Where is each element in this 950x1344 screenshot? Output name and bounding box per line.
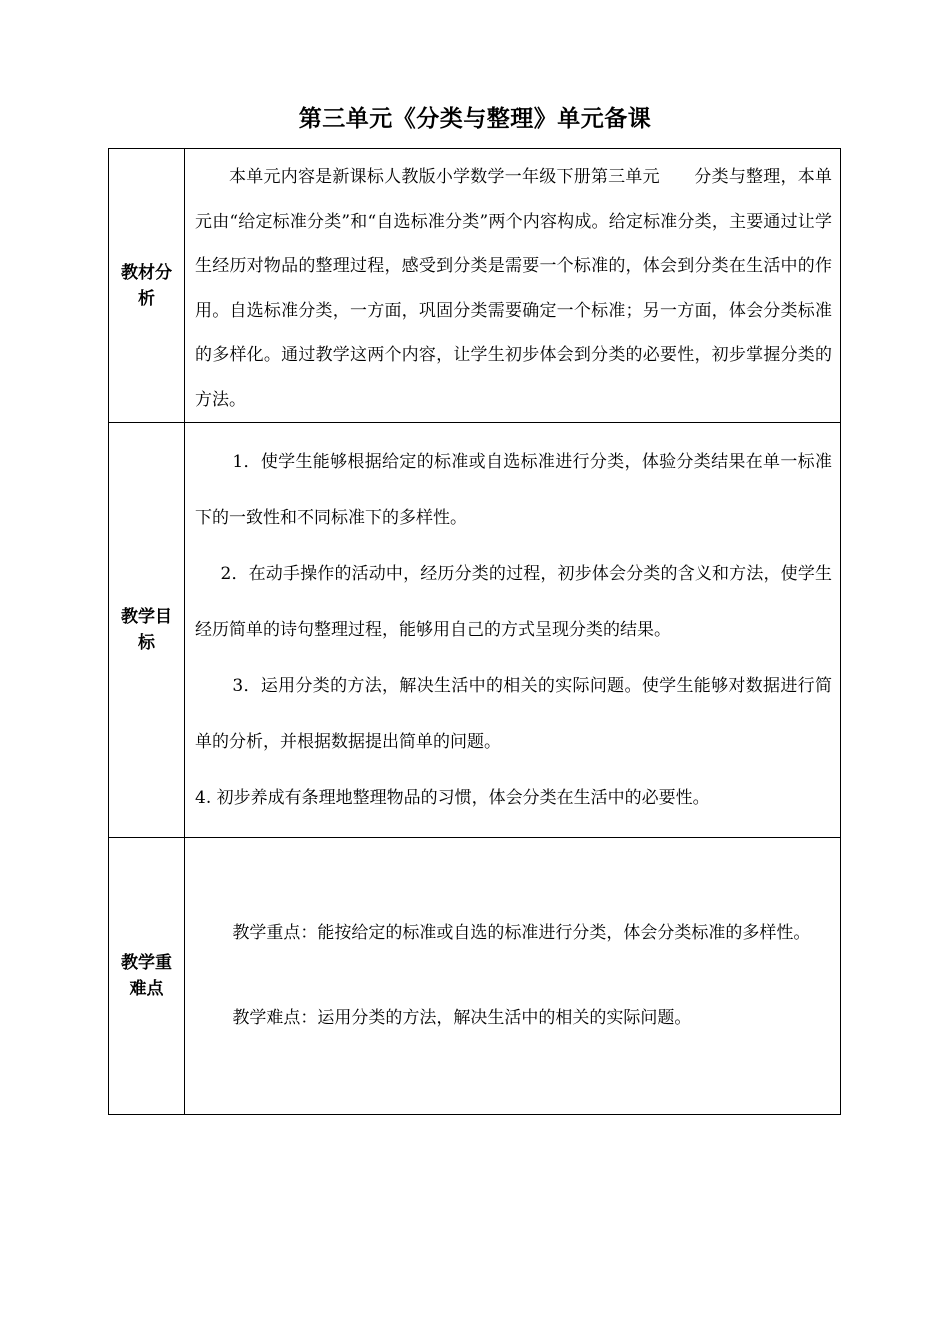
goal-item: 2．在动手操作的活动中，经历分类的过程，初步体会分类的含义和方法，使学生经历简单的诗句整理过程，能够用自己的方式呈现分类的结果。 [195, 564, 832, 640]
row-label-text: 教学目标 [121, 607, 172, 653]
table-row-keypoints [109, 838, 841, 1115]
teaching-focus-text: 教学重点：能按给定的标准或自选的标准进行分类，体会分类标准的多样性。 [232, 923, 811, 943]
goal-item: 4. 初步养成有条理地整理物品的习惯，体会分类在生活中的必要性。 [195, 788, 710, 808]
goal-item: 3．运用分类的方法，解决生活中的相关的实际问题。使学生能够对数据进行简单的分析，并根据数据提出简单的问题。 [195, 676, 832, 752]
row-label-material [109, 149, 185, 423]
row-content-keypoints [185, 838, 841, 1115]
row-content-material [185, 149, 841, 423]
material-analysis-text: 本单元内容是新课标人教版小学数学一年级下册第三单元 分类与整理，本单元由“给定标准分类”和“自选标准分类”两个内容构成。给定标准分类，主要通过让学生经历对物品的整理过程，感受到分类是需要一个标准的，体会到分类在生活中的作用。自选标准分类，一方面，巩固分类需要确定一个标准；另一方面，体会分类标准的多样化。通过教学这两个内容，让学生初步体会到分类的必要性，初步掌握分类的方法。 [195, 167, 832, 410]
teaching-difficulty-text: 教学难点：运用分类的方法，解决生活中的相关的实际问题。 [232, 1008, 692, 1028]
keypoints-block [185, 911, 840, 1041]
goal-list [185, 434, 840, 826]
goal-item: 1．使学生能够根据给定的标准或自选标准进行分类，体验分类结果在单一标准下的一致性和不同标准下的多样性。 [195, 452, 832, 528]
page-title: 第三单元《分类与整理》单元备课 [298, 106, 652, 132]
row-label-goals [109, 423, 185, 838]
row-content-goals [185, 423, 841, 838]
row-label-text: 教材分析 [121, 262, 172, 309]
row-label-keypoints [109, 838, 185, 1115]
row-label-text: 教学重难点 [121, 953, 172, 999]
table-row-goals [109, 423, 841, 838]
lesson-plan-table [108, 148, 841, 1115]
table-row-material [109, 149, 841, 423]
